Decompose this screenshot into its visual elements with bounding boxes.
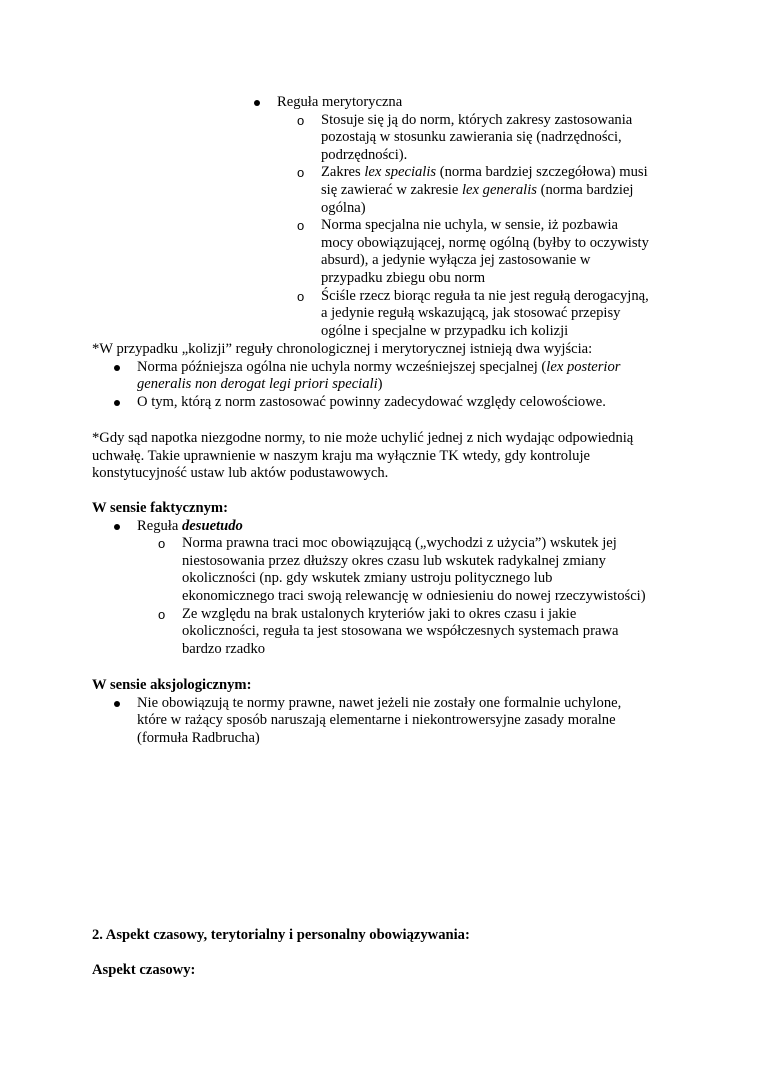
kolizja-intro: *W przypadku „kolizji” reguły chronologicznej i merytorycznej istnieją dwa wyjścia: [92,341,593,357]
aksjologiczny-heading: W sensie aksjologicznym: [92,677,252,693]
regula-merytoryczna-title: Reguła merytoryczna [277,94,649,112]
aksjologiczny-block [92,677,621,747]
regula-merytoryczna-sublist [321,112,649,341]
section2-subheading: Aspekt czasowy: [92,962,196,978]
list-item: O tym, którą z norm zastosować powinny zadecydować względy celowościowe. [137,394,620,412]
list-item: o Norma prawna traci moc obowiązującą („wychodzi z użycia”) wskutek jej niestosowania przez dłuższy okres czasu lub wskutek radykalnej zmiany okoliczności (np. gdy wskutek zmiany ustroju politycznego lub ekonomicznego traci swoją relewancję w odniesieniu do nowej rzeczywistości) [182,535,646,605]
list-item: Norma późniejsza ogólna nie uchyla normy wcześniejszej specjalnej (lex posterior generalis non derogat legi priori speciali) [137,358,621,393]
list-item: o Ze względu na brak ustalonych kryteriów jaki to okres czasu i jakie okoliczności, reguła ta jest stosowana we współczesnych systemach prawa bardzo rzadko [182,606,646,659]
list-item: o Stosuje się ją do norm, których zakresy zastosowania pozostają w stosunku zawierania się (nadrzędności, podrzędności). [321,112,649,165]
list-item: o Ściśle rzecz biorąc reguła ta nie jest regułą derogacyjną, a jedynie regułą wskazującą, jak stosować przepisy ogólne i specjalne w przypadku ich kolizji [321,288,649,341]
aksjologiczny-list [137,695,621,748]
kolizja-block [92,341,620,411]
faktyczny-heading: W sensie faktycznym: [92,500,228,516]
faktyczny-sublist [182,535,646,658]
list-item: Nie obowiązują te normy prawne, nawet jeżeli nie zostały one formalnie uchylone, które w rażący sposób naruszają elementarne i niekontrowersyjne zasady moralne (formuła Radbrucha) [137,694,622,746]
list-item: Reguła desuetudo [137,518,646,536]
regula-merytoryczna-block [277,94,649,340]
faktyczny-list [137,518,646,659]
section2-heading: 2. Aspekt czasowy, terytorialny i personalny obowiązywania: [92,927,470,943]
list-item: o Norma specjalna nie uchyla, w sensie, iż pozbawia mocy obowiązującej, normę ogólną (byłby to oczywisty absurd), a jedynie wyłącza jej zastosowanie w przypadku zbiegu obu norm [321,217,649,287]
sad-paragraph: *Gdy sąd napotka niezgodne normy, to nie może uchylić jednej z nich wydając odpowiednią uchwałę. Takie uprawnienie w naszym kraju ma wyłącznie TK wtedy, gdy kontroluje konstytucyjność ustaw lub aktów podustawowych. [92,430,634,482]
list-item: o Zakres lex specialis (norma bardziej szczegółowa) musi się zawierać w zakresie lex generalis (norma bardziej ogólna) [321,164,649,217]
kolizja-list [137,359,620,412]
faktyczny-block [92,500,646,658]
